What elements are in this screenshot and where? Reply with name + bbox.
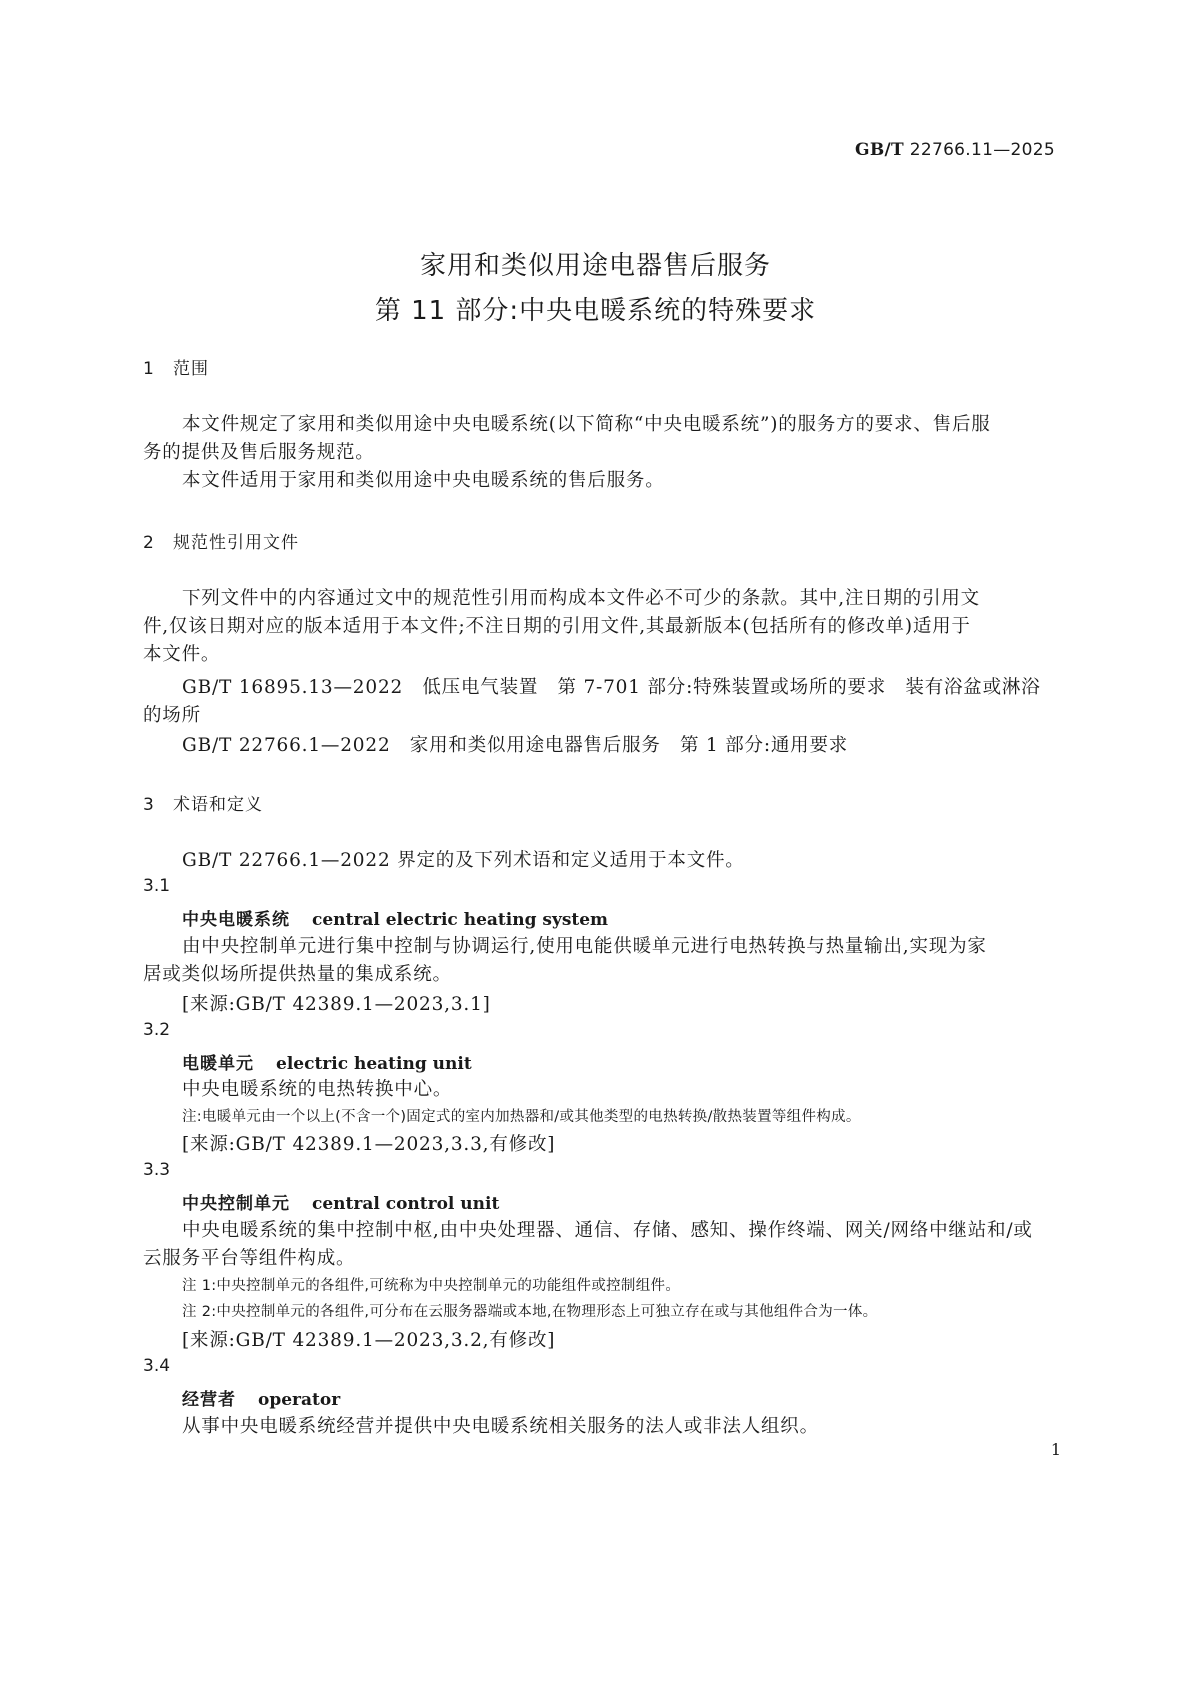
standard-prefix: GB/T <box>855 140 904 160</box>
term-source: [来源:GB/T 42389.1—2023,3.2,有修改] <box>182 1330 556 1351</box>
paragraph-line: 件,仅该日期对应的版本适用于本文件;不注日期的引用文件,其最新版本(包括所有的修改单)适用于 <box>143 616 971 637</box>
term-number: 3.2 <box>143 1020 171 1040</box>
term-note: 注:电暖单元由一个以上(不含一个)固定式的室内加热器和/或其他类型的电热转换/散热装置等组件构成。 <box>182 1109 861 1125</box>
standard-code <box>855 140 1055 160</box>
definition-line: 云服务平台等组件构成。 <box>143 1248 356 1269</box>
section-heading-normative-references <box>143 528 299 553</box>
section-title: 规范性引用文件 <box>173 533 299 553</box>
document-title-line1: 家用和类似用途电器售后服务 <box>419 251 771 281</box>
reference-item-continuation: 的场所 <box>143 705 201 726</box>
paragraph-line: 本文件适用于家用和类似用途中央电暖系统的售后服务。 <box>182 470 665 491</box>
definition-line: 从事中央电暖系统经营并提供中央电暖系统相关服务的法人或非法人组织。 <box>182 1416 819 1437</box>
term-number: 3.4 <box>143 1356 171 1376</box>
term-en: central electric heating system <box>312 910 609 930</box>
paragraph-line: GB/T 22766.1—2022 界定的及下列术语和定义适用于本文件。 <box>182 850 745 871</box>
reference-item: GB/T 16895.13—2022 低压电气装置 第 7-701 部分:特殊装置或场所的要求 装有浴盆或淋浴 <box>182 677 1041 698</box>
term-zh: 中央控制单元 <box>182 1194 290 1214</box>
paragraph-line: 务的提供及售后服务规范。 <box>143 442 375 463</box>
term-en: electric heating unit <box>276 1054 472 1074</box>
definition-line: 中央电暖系统的集中控制中枢,由中央处理器、通信、存储、感知、操作终端、网关/网络中继站和/或 <box>182 1220 1033 1241</box>
paragraph-line: 本文件规定了家用和类似用途中央电暖系统(以下简称“中央电暖系统”)的服务方的要求、售后服 <box>182 414 991 435</box>
term-entry <box>182 1385 340 1410</box>
standard-number: 22766.11—2025 <box>909 140 1055 160</box>
term-zh: 中央电暖系统 <box>182 910 290 930</box>
document-title-line2: 第 11 部分:中央电暖系统的特殊要求 <box>374 296 817 326</box>
term-note: 注 2:中央控制单元的各组件,可分布在云服务器端或本地,在物理形态上可独立存在或与其他组件合为一体。 <box>182 1304 878 1320</box>
section-heading-scope <box>143 354 209 379</box>
definition-line: 中央电暖系统的电热转换中心。 <box>182 1079 453 1100</box>
definition-line: 居或类似场所提供热量的集成系统。 <box>143 964 452 985</box>
term-number: 3.3 <box>143 1160 171 1180</box>
paragraph-line: 本文件。 <box>143 644 221 665</box>
section-heading-terms <box>143 790 263 815</box>
section-title: 范围 <box>173 359 209 379</box>
term-en: operator <box>258 1390 341 1410</box>
section-number: 3 <box>143 795 155 815</box>
term-zh: 电暖单元 <box>182 1054 254 1074</box>
section-number: 2 <box>143 533 155 553</box>
reference-item: GB/T 22766.1—2022 家用和类似用途电器售后服务 第 1 部分:通用要求 <box>182 735 849 756</box>
term-en: central control unit <box>312 1194 500 1214</box>
paragraph-line: 下列文件中的内容通过文中的规范性引用而构成本文件必不可少的条款。其中,注日期的引用文 <box>182 588 980 609</box>
term-entry <box>182 1049 472 1074</box>
term-source: [来源:GB/T 42389.1—2023,3.1] <box>182 994 491 1015</box>
term-zh: 经营者 <box>182 1390 236 1410</box>
term-entry <box>182 1189 499 1214</box>
term-source: [来源:GB/T 42389.1—2023,3.3,有修改] <box>182 1134 556 1155</box>
term-note: 注 1:中央控制单元的各组件,可统称为中央控制单元的功能组件或控制组件。 <box>182 1278 681 1294</box>
definition-line: 由中央控制单元进行集中控制与协调运行,使用电能供暖单元进行电热转换与热量输出,实现为家 <box>182 936 987 957</box>
term-number: 3.1 <box>143 876 171 896</box>
section-number: 1 <box>143 359 155 379</box>
section-title: 术语和定义 <box>173 795 263 815</box>
term-entry <box>182 905 608 930</box>
page-number: 1 <box>1050 1440 1061 1459</box>
